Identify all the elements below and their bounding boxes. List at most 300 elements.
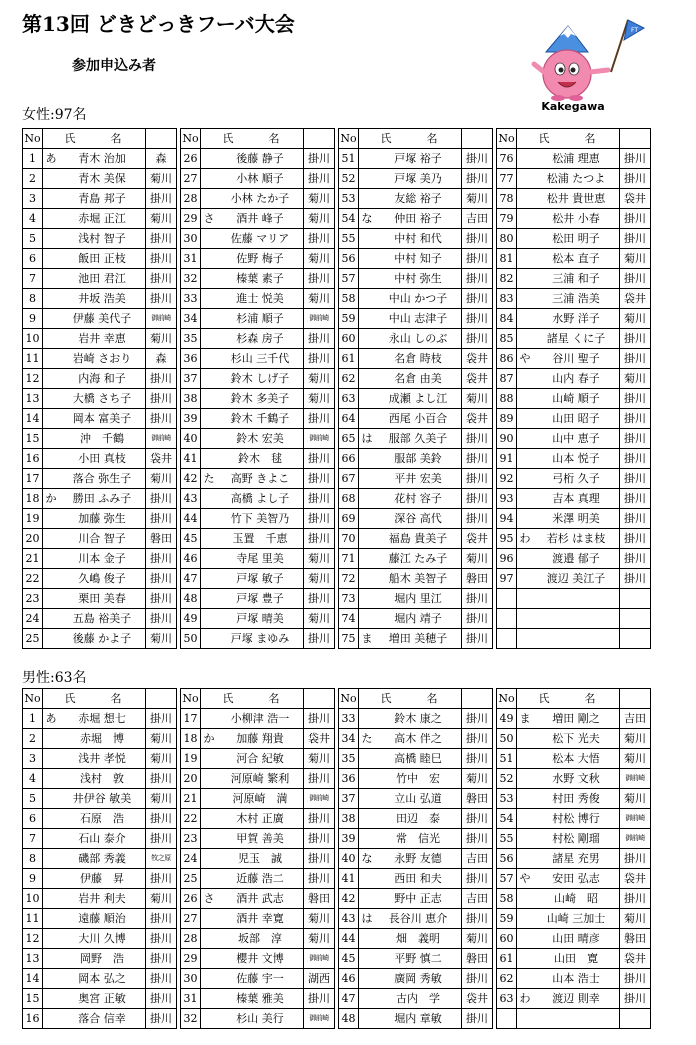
participant-name: 木村 正廣 bbox=[217, 809, 304, 829]
kana-index bbox=[201, 409, 218, 429]
entry-number: 25 bbox=[23, 629, 43, 649]
entry-number: 19 bbox=[181, 749, 201, 769]
participant-city: 掛川 bbox=[462, 829, 493, 849]
header-name: 氏 名 bbox=[517, 689, 620, 709]
entry-number: 13 bbox=[23, 389, 43, 409]
participant-name: 高木 伴之 bbox=[375, 729, 462, 749]
participant-city: 菊川 bbox=[462, 189, 493, 209]
table-row bbox=[23, 289, 651, 309]
kana-index bbox=[359, 369, 376, 389]
kana-index bbox=[517, 789, 534, 809]
kana-index bbox=[201, 189, 218, 209]
participant-name: 久嶋 俊子 bbox=[59, 569, 146, 589]
participant-name: 米澤 明美 bbox=[533, 509, 620, 529]
participant-city: 袋井 bbox=[462, 409, 493, 429]
participant-city: 掛川 bbox=[304, 769, 335, 789]
header-name: 氏 名 bbox=[43, 129, 146, 149]
participant-name: 戸塚 晴美 bbox=[217, 609, 304, 629]
participant-name: 松本 直子 bbox=[533, 249, 620, 269]
participant-name: 村田 秀俊 bbox=[533, 789, 620, 809]
participant-name: 酒井 武志 bbox=[217, 889, 304, 909]
participant-city: 掛川 bbox=[304, 329, 335, 349]
kana-index bbox=[359, 969, 376, 989]
participant-city: 掛川 bbox=[146, 369, 177, 389]
entry-number: 15 bbox=[23, 989, 43, 1009]
kana-index bbox=[43, 989, 60, 1009]
participant-name: 浅村 智子 bbox=[59, 229, 146, 249]
kana-index bbox=[359, 449, 376, 469]
participant-name: 名倉 由美 bbox=[375, 369, 462, 389]
kana-index bbox=[43, 889, 60, 909]
table-row bbox=[23, 609, 651, 629]
participant-name: 友総 裕子 bbox=[375, 189, 462, 209]
participant-city: 掛川 bbox=[620, 529, 651, 549]
entry-number: 45 bbox=[181, 529, 201, 549]
kana-index bbox=[201, 909, 218, 929]
participant-city: 掛川 bbox=[304, 629, 335, 649]
participant-city: 掛川 bbox=[462, 469, 493, 489]
kana-index bbox=[43, 169, 60, 189]
entry-number bbox=[497, 629, 517, 649]
participant-name: 村松 剛瑠 bbox=[533, 829, 620, 849]
kana-index bbox=[43, 529, 60, 549]
participant-name: 山内 春子 bbox=[533, 369, 620, 389]
entry-number: 25 bbox=[181, 869, 201, 889]
participant-city: 菊川 bbox=[304, 569, 335, 589]
participant-name: 河原崎 繁利 bbox=[217, 769, 304, 789]
kana-index bbox=[43, 849, 60, 869]
header-name: 氏 名 bbox=[201, 689, 304, 709]
entry-number: 40 bbox=[339, 849, 359, 869]
kana-index: や bbox=[517, 349, 534, 369]
participant-city: 掛川 bbox=[462, 909, 493, 929]
kana-index bbox=[201, 609, 218, 629]
header-city bbox=[146, 689, 177, 709]
kana-index bbox=[517, 729, 534, 749]
participant-city: 掛川 bbox=[620, 569, 651, 589]
participant-city: 菊川 bbox=[304, 289, 335, 309]
participant-name: 山田 昭子 bbox=[533, 409, 620, 429]
participant-name: 竹中 宏 bbox=[375, 769, 462, 789]
participant-city: 菊川 bbox=[146, 169, 177, 189]
participant-name: 仲田 裕子 bbox=[375, 209, 462, 229]
participant-city: 御前崎 bbox=[620, 769, 651, 789]
kana-index bbox=[359, 769, 376, 789]
table-row bbox=[23, 809, 651, 829]
participant-name: 中山 かつ子 bbox=[375, 289, 462, 309]
entry-number: 38 bbox=[339, 809, 359, 829]
participant-city: 掛川 bbox=[462, 709, 493, 729]
kana-index bbox=[517, 929, 534, 949]
kana-index bbox=[43, 629, 60, 649]
participant-city: 掛川 bbox=[304, 509, 335, 529]
entry-number: 7 bbox=[23, 269, 43, 289]
kana-index bbox=[517, 769, 534, 789]
participant-city: 掛川 bbox=[462, 449, 493, 469]
table-row bbox=[23, 929, 651, 949]
kana-index bbox=[201, 429, 218, 449]
participant-city: 掛川 bbox=[462, 629, 493, 649]
kana-index: か bbox=[43, 489, 60, 509]
kana-index bbox=[43, 789, 60, 809]
participant-name: 増田 美穂子 bbox=[375, 629, 462, 649]
kana-index bbox=[43, 929, 60, 949]
participant-name: 堀内 靖子 bbox=[375, 609, 462, 629]
participant-name: 山田 寛 bbox=[533, 949, 620, 969]
participant-city: 菊川 bbox=[304, 209, 335, 229]
header-name: 氏 名 bbox=[359, 689, 462, 709]
header-city bbox=[146, 129, 177, 149]
kana-index: ま bbox=[517, 709, 534, 729]
participant-name bbox=[533, 609, 620, 629]
kana-index bbox=[43, 569, 60, 589]
participant-city: 掛川 bbox=[146, 769, 177, 789]
kana-index bbox=[201, 509, 218, 529]
participant-name: 深谷 高代 bbox=[375, 509, 462, 529]
participant-city: 掛川 bbox=[620, 329, 651, 349]
participant-name: 勝田 ふみ子 bbox=[59, 489, 146, 509]
kana-index bbox=[517, 249, 534, 269]
participant-name: 浅村 敦 bbox=[59, 769, 146, 789]
participant-name: 沖 千鶴 bbox=[59, 429, 146, 449]
participant-name: 甲賀 善美 bbox=[217, 829, 304, 849]
participant-name: 田辺 泰 bbox=[375, 809, 462, 829]
participant-city: 菊川 bbox=[304, 929, 335, 949]
kana-index bbox=[359, 389, 376, 409]
entry-number: 37 bbox=[339, 789, 359, 809]
participant-name: 奥宮 正敏 bbox=[59, 989, 146, 1009]
kana-index bbox=[201, 869, 218, 889]
entry-number: 12 bbox=[23, 929, 43, 949]
logo-text: Kakegawa bbox=[541, 100, 605, 113]
participant-city: 菊川 bbox=[304, 249, 335, 269]
participant-name: 川合 智子 bbox=[59, 529, 146, 549]
entry-number: 65 bbox=[339, 429, 359, 449]
kana-index bbox=[359, 789, 376, 809]
entry-number: 77 bbox=[497, 169, 517, 189]
participant-city: 菊川 bbox=[620, 749, 651, 769]
participant-name: 岡本 富美子 bbox=[59, 409, 146, 429]
participant-name: 岩崎 さおり bbox=[59, 349, 146, 369]
participant-name: 渡邉 郁子 bbox=[533, 549, 620, 569]
header-no: No bbox=[339, 129, 359, 149]
entry-number: 20 bbox=[181, 769, 201, 789]
kana-index bbox=[517, 489, 534, 509]
entry-number: 53 bbox=[497, 789, 517, 809]
participant-name: 廣岡 秀敏 bbox=[375, 969, 462, 989]
participant-name: 杉山 美行 bbox=[217, 1009, 304, 1029]
kana-index: か bbox=[201, 729, 218, 749]
participant-name: 西田 和夫 bbox=[375, 869, 462, 889]
kana-index bbox=[517, 169, 534, 189]
kana-index bbox=[43, 369, 60, 389]
entry-number: 91 bbox=[497, 449, 517, 469]
participant-name: 戸塚 豊子 bbox=[217, 589, 304, 609]
participant-name: 戸塚 まゆみ bbox=[217, 629, 304, 649]
participant-city: 掛川 bbox=[146, 549, 177, 569]
kana-index bbox=[359, 1009, 376, 1029]
entry-number: 93 bbox=[497, 489, 517, 509]
participant-city: 掛川 bbox=[620, 429, 651, 449]
participant-name: 佐野 梅子 bbox=[217, 249, 304, 269]
entry-number: 50 bbox=[497, 729, 517, 749]
participant-name: 加藤 弥生 bbox=[59, 509, 146, 529]
table-row bbox=[23, 229, 651, 249]
kana-index bbox=[201, 829, 218, 849]
participant-name: 落合 信幸 bbox=[59, 1009, 146, 1029]
participant-city: 掛川 bbox=[304, 449, 335, 469]
participant-name: 高野 きよこ bbox=[217, 469, 304, 489]
entry-number: 79 bbox=[497, 209, 517, 229]
entry-number: 84 bbox=[497, 309, 517, 329]
participant-city: 菊川 bbox=[620, 909, 651, 929]
participant-city: 菊川 bbox=[304, 189, 335, 209]
participant-city: 掛川 bbox=[620, 389, 651, 409]
kana-index: さ bbox=[201, 889, 218, 909]
header-no: No bbox=[339, 689, 359, 709]
entry-number: 75 bbox=[339, 629, 359, 649]
participant-city: 掛川 bbox=[146, 949, 177, 969]
kana-index bbox=[359, 349, 376, 369]
header-city bbox=[304, 689, 335, 709]
participant-name: 進士 悦美 bbox=[217, 289, 304, 309]
participant-city: 掛川 bbox=[304, 709, 335, 729]
participant-city: 御前崎 bbox=[620, 809, 651, 829]
participant-name: 村松 博行 bbox=[533, 809, 620, 829]
participant-name: 鈴木 しげ子 bbox=[217, 369, 304, 389]
entry-number: 17 bbox=[23, 469, 43, 489]
participant-name: 榛葉 雅美 bbox=[217, 989, 304, 1009]
entry-number: 1 bbox=[23, 149, 43, 169]
participant-name: 五島 裕美子 bbox=[59, 609, 146, 629]
participant-city: 袋井 bbox=[462, 989, 493, 1009]
kana-index bbox=[43, 329, 60, 349]
entry-number: 80 bbox=[497, 229, 517, 249]
entry-number: 39 bbox=[181, 409, 201, 429]
participant-city: 菊川 bbox=[146, 789, 177, 809]
participant-city: 掛川 bbox=[620, 349, 651, 369]
kana-index bbox=[359, 229, 376, 249]
table-row bbox=[23, 449, 651, 469]
kana-index bbox=[359, 929, 376, 949]
entry-number: 4 bbox=[23, 769, 43, 789]
kana-index bbox=[43, 769, 60, 789]
participant-name: 近藤 浩二 bbox=[217, 869, 304, 889]
kana-index bbox=[517, 309, 534, 329]
entry-number: 53 bbox=[339, 189, 359, 209]
entry-number: 14 bbox=[23, 969, 43, 989]
table-row bbox=[23, 889, 651, 909]
participant-city: 掛川 bbox=[146, 709, 177, 729]
participant-name: 山崎 三加士 bbox=[533, 909, 620, 929]
entry-number: 50 bbox=[181, 629, 201, 649]
participant-city: 掛川 bbox=[146, 1009, 177, 1029]
entry-number: 18 bbox=[23, 489, 43, 509]
participant-name: 山本 浩士 bbox=[533, 969, 620, 989]
participant-name: 谷川 聖子 bbox=[533, 349, 620, 369]
participant-name: 落合 弥生子 bbox=[59, 469, 146, 489]
kana-index bbox=[359, 589, 376, 609]
kana-index bbox=[201, 569, 218, 589]
kana-index bbox=[201, 849, 218, 869]
header-no: No bbox=[497, 689, 517, 709]
kana-index bbox=[201, 589, 218, 609]
participant-city: 掛川 bbox=[146, 389, 177, 409]
participant-name: 福島 貴美子 bbox=[375, 529, 462, 549]
participant-city: 袋井 bbox=[620, 949, 651, 969]
table-row bbox=[23, 849, 651, 869]
entry-number: 17 bbox=[181, 709, 201, 729]
entry-number: 96 bbox=[497, 549, 517, 569]
entry-number: 11 bbox=[23, 349, 43, 369]
participant-name: 内海 和子 bbox=[59, 369, 146, 389]
kana-index bbox=[43, 289, 60, 309]
kana-index bbox=[359, 469, 376, 489]
kana-index bbox=[359, 149, 376, 169]
kana-index bbox=[517, 149, 534, 169]
participant-city: 掛川 bbox=[620, 969, 651, 989]
participant-name: 松本 大悟 bbox=[533, 749, 620, 769]
participant-city: 掛川 bbox=[146, 569, 177, 589]
participant-name: 弓桁 久子 bbox=[533, 469, 620, 489]
entry-number: 32 bbox=[181, 1009, 201, 1029]
entry-number: 23 bbox=[181, 829, 201, 849]
participant-city: 御前崎 bbox=[620, 829, 651, 849]
participant-city: 掛川 bbox=[462, 309, 493, 329]
participant-city: 菊川 bbox=[304, 609, 335, 629]
participant-city: 御前崎 bbox=[304, 949, 335, 969]
entry-number: 8 bbox=[23, 849, 43, 869]
kana-index bbox=[517, 969, 534, 989]
kana-index bbox=[43, 729, 60, 749]
kana-index bbox=[359, 809, 376, 829]
header-name: 氏 名 bbox=[517, 129, 620, 149]
participant-name: 成瀬 よし江 bbox=[375, 389, 462, 409]
entry-number: 34 bbox=[181, 309, 201, 329]
participant-city: 掛川 bbox=[620, 409, 651, 429]
entry-number: 61 bbox=[339, 349, 359, 369]
participant-name: 三浦 浩美 bbox=[533, 289, 620, 309]
table-row bbox=[23, 1009, 651, 1029]
participant-city: 掛川 bbox=[462, 149, 493, 169]
entry-number: 22 bbox=[181, 809, 201, 829]
participant-city: 掛川 bbox=[462, 869, 493, 889]
table-row bbox=[23, 249, 651, 269]
kana-index bbox=[201, 329, 218, 349]
participant-city: 掛川 bbox=[304, 269, 335, 289]
participant-city: 掛川 bbox=[146, 829, 177, 849]
participant-name: 井伊谷 敏美 bbox=[59, 789, 146, 809]
kana-index: た bbox=[359, 729, 376, 749]
header-no: No bbox=[181, 689, 201, 709]
participant-city: 掛川 bbox=[620, 449, 651, 469]
entry-number: 6 bbox=[23, 249, 43, 269]
participant-city: 磐田 bbox=[304, 889, 335, 909]
entry-number: 83 bbox=[497, 289, 517, 309]
participant-name: 酒井 峰子 bbox=[217, 209, 304, 229]
participant-city: 菊川 bbox=[146, 629, 177, 649]
participant-city bbox=[620, 589, 651, 609]
entry-number: 64 bbox=[339, 409, 359, 429]
kana-index bbox=[359, 309, 376, 329]
entry-number: 27 bbox=[181, 169, 201, 189]
kana-index bbox=[43, 469, 60, 489]
participant-city: 掛川 bbox=[146, 489, 177, 509]
entry-number: 59 bbox=[497, 909, 517, 929]
kana-index bbox=[201, 149, 218, 169]
participant-city: 掛川 bbox=[146, 589, 177, 609]
kana-index bbox=[201, 169, 218, 189]
participant-city: 菊川 bbox=[146, 889, 177, 909]
table-row bbox=[23, 429, 651, 449]
entry-number: 3 bbox=[23, 749, 43, 769]
entry-number: 56 bbox=[497, 849, 517, 869]
participant-city: 掛川 bbox=[620, 509, 651, 529]
kana-index bbox=[43, 309, 60, 329]
entry-number: 51 bbox=[339, 149, 359, 169]
participant-name: 岩井 利夫 bbox=[59, 889, 146, 909]
entry-number: 63 bbox=[497, 989, 517, 1009]
kana-index bbox=[201, 809, 218, 829]
entry-number: 33 bbox=[181, 289, 201, 309]
participant-name: 水野 文秋 bbox=[533, 769, 620, 789]
participant-city: 磐田 bbox=[146, 529, 177, 549]
participant-city: 掛川 bbox=[620, 489, 651, 509]
entry-number: 94 bbox=[497, 509, 517, 529]
participant-name: 佐藤 宇一 bbox=[217, 969, 304, 989]
entry-number: 95 bbox=[497, 529, 517, 549]
participant-name: 古内 学 bbox=[375, 989, 462, 1009]
participant-city: 掛川 bbox=[304, 529, 335, 549]
kana-index bbox=[201, 949, 218, 969]
kana-index bbox=[201, 989, 218, 1009]
entry-number: 3 bbox=[23, 189, 43, 209]
kana-index bbox=[201, 309, 218, 329]
entry-number: 72 bbox=[339, 569, 359, 589]
kana-index bbox=[201, 1009, 218, 1029]
kana-index bbox=[359, 169, 376, 189]
participant-name: 渡辺 美江子 bbox=[533, 569, 620, 589]
entry-number: 11 bbox=[23, 909, 43, 929]
entry-number: 30 bbox=[181, 229, 201, 249]
participant-name: 杉浦 順子 bbox=[217, 309, 304, 329]
entry-number: 24 bbox=[181, 849, 201, 869]
participant-name: 鈴木 宏美 bbox=[217, 429, 304, 449]
table-row bbox=[23, 629, 651, 649]
entry-number: 57 bbox=[339, 269, 359, 289]
table-row bbox=[23, 949, 651, 969]
kana-index bbox=[43, 509, 60, 529]
participant-city: 菊川 bbox=[146, 209, 177, 229]
participant-city: 掛川 bbox=[462, 249, 493, 269]
table-row bbox=[23, 349, 651, 369]
entry-number: 26 bbox=[181, 149, 201, 169]
kana-index bbox=[517, 749, 534, 769]
participant-city: 吉田 bbox=[462, 889, 493, 909]
participant-name: 三浦 和子 bbox=[533, 269, 620, 289]
participant-city: 御前崎 bbox=[304, 1009, 335, 1029]
kana-index bbox=[517, 409, 534, 429]
entry-number: 47 bbox=[339, 989, 359, 1009]
entry-number: 1 bbox=[23, 709, 43, 729]
participant-name: 井坂 浩美 bbox=[59, 289, 146, 309]
kana-index bbox=[43, 389, 60, 409]
participant-name bbox=[533, 589, 620, 609]
participant-city: 掛川 bbox=[146, 969, 177, 989]
participant-city: 掛川 bbox=[620, 269, 651, 289]
participant-name: 鈴木 毬 bbox=[217, 449, 304, 469]
entry-number: 43 bbox=[181, 489, 201, 509]
